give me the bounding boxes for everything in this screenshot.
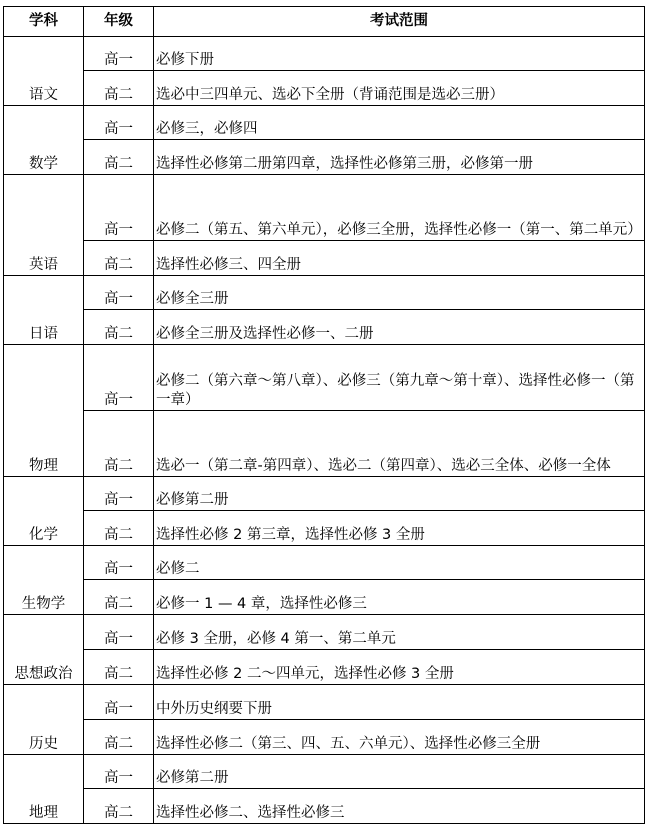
- table-row: [4, 106, 645, 140]
- scope-cell: 中外历史纲要下册: [154, 685, 645, 720]
- grade-cell: 高一: [84, 37, 154, 71]
- subject-cell: 思想政治: [4, 615, 84, 685]
- table-row: [4, 720, 645, 755]
- table-row: [4, 789, 645, 824]
- scope-cell: 必修全三册: [154, 276, 645, 310]
- subject-cell: 数学: [4, 106, 84, 175]
- grade-cell: 高二: [84, 241, 154, 276]
- header-scope: 考试范围: [154, 7, 645, 37]
- table-row: [4, 345, 645, 411]
- subject-cell: 物理: [4, 345, 84, 477]
- grade-cell: 高二: [84, 71, 154, 106]
- header-subject: 学科: [4, 7, 84, 37]
- subject-cell: 化学: [4, 477, 84, 546]
- grade-cell: 高一: [84, 175, 154, 241]
- grade-cell: 高一: [84, 276, 154, 310]
- subject-cell: 英语: [4, 175, 84, 276]
- subject-cell: 历史: [4, 685, 84, 755]
- scope-cell: 必修全三册及选择性必修一、二册: [154, 310, 645, 345]
- scope-cell: 选择性必修 2 二～四单元，选择性必修 3 全册: [154, 650, 645, 685]
- scope-cell: 必修第二册: [154, 755, 645, 789]
- grade-cell: 高一: [84, 477, 154, 511]
- grade-cell: 高一: [84, 106, 154, 140]
- table-row: [4, 580, 645, 615]
- table-row: [4, 310, 645, 345]
- scope-cell: 必修二（第五、第六单元），必修三全册，选择性必修一（第一、第二单元）: [154, 175, 645, 241]
- grade-cell: 高二: [84, 411, 154, 477]
- grade-cell: 高一: [84, 615, 154, 650]
- header-row: [4, 7, 645, 37]
- scope-cell: 选必一（第二章-第四章）、选必二（第四章）、选必三全体、必修一全体: [154, 411, 645, 477]
- document-page: [3, 6, 645, 824]
- table-row: [4, 477, 645, 511]
- table-row: [4, 546, 645, 580]
- scope-cell: 选择性必修二（第三、四、五、六单元）、选择性必修三全册: [154, 720, 645, 755]
- header-grade: 年级: [84, 7, 154, 37]
- exam-scope-table: [3, 6, 645, 824]
- grade-cell: 高一: [84, 685, 154, 720]
- grade-cell: 高二: [84, 720, 154, 755]
- table-row: [4, 140, 645, 175]
- grade-cell: 高二: [84, 511, 154, 546]
- scope-cell: 必修第二册: [154, 477, 645, 511]
- table-row: [4, 276, 645, 310]
- scope-cell: 选必中三四单元、选必下全册（背诵范围是选必三册）: [154, 71, 645, 106]
- scope-cell: 必修二（第六章～第八章）、必修三（第九章～第十章）、选择性必修一（第一章）: [154, 345, 645, 411]
- grade-cell: 高二: [84, 650, 154, 685]
- grade-cell: 高一: [84, 755, 154, 789]
- scope-cell: 必修二: [154, 546, 645, 580]
- table-row: [4, 241, 645, 276]
- grade-cell: 高二: [84, 789, 154, 824]
- grade-cell: 高一: [84, 546, 154, 580]
- table-row: [4, 175, 645, 241]
- scope-cell: 选择性必修第二册第四章，选择性必修第三册，必修第一册: [154, 140, 645, 175]
- table-row: [4, 411, 645, 477]
- scope-cell: 必修一 1 — 4 章，选择性必修三: [154, 580, 645, 615]
- grade-cell: 高二: [84, 310, 154, 345]
- table-row: [4, 650, 645, 685]
- scope-cell: 选择性必修三、四全册: [154, 241, 645, 276]
- grade-cell: 高一: [84, 345, 154, 411]
- scope-cell: 选择性必修 2 第三章，选择性必修 3 全册: [154, 511, 645, 546]
- subject-cell: 日语: [4, 276, 84, 345]
- grade-cell: 高二: [84, 140, 154, 175]
- table-row: [4, 71, 645, 106]
- subject-cell: 生物学: [4, 546, 84, 615]
- scope-cell: 必修三，必修四: [154, 106, 645, 140]
- subject-cell: 语文: [4, 37, 84, 106]
- scope-cell: 必修 3 全册，必修 4 第一、第二单元: [154, 615, 645, 650]
- table-row: [4, 37, 645, 71]
- grade-cell: 高二: [84, 580, 154, 615]
- scope-cell: 必修下册: [154, 37, 645, 71]
- table-row: [4, 511, 645, 546]
- table-body: [4, 37, 645, 824]
- table-row: [4, 615, 645, 650]
- subject-cell: 地理: [4, 755, 84, 824]
- table-row: [4, 755, 645, 789]
- table-row: [4, 685, 645, 720]
- scope-cell: 选择性必修二、选择性必修三: [154, 789, 645, 824]
